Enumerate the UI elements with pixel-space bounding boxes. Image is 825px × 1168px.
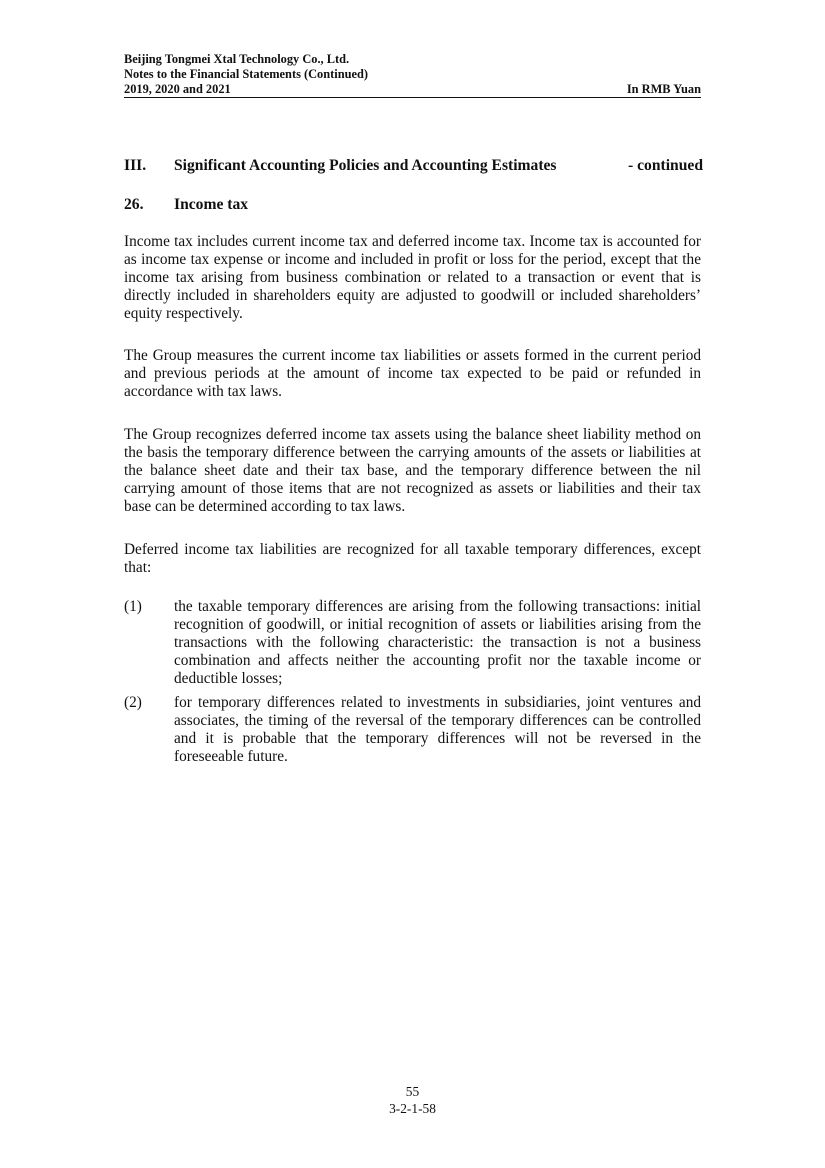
header-rule-row <box>124 82 701 98</box>
paragraph-income-tax-definition: Income tax includes current income tax and deferred income tax. Income tax is accounted for as income tax expense or income and included in profit or loss for the period, except that the income tax arising from business combination or related to a transaction or event that is directly included in shareholders equity are adjusted to goodwill or included shareholders’ equity respectively. <box>124 233 701 322</box>
subsection-title: Income tax <box>174 196 249 213</box>
document-title: Notes to the Financial Statements (Continued) <box>124 67 369 81</box>
paragraph-deferred-tax-assets: The Group recognizes deferred income tax assets using the balance sheet liability method on the basis the temporary difference between the carrying amounts of the assets or liabilities at the balance sheet date and their tax base, and the temporary difference between the nil carrying amount of those items that are not recognized as assets or liabilities and their tax base can be determined according to tax laws. <box>124 426 701 515</box>
list-item <box>124 694 701 766</box>
page-number: 55 <box>405 1084 420 1099</box>
list-text: the taxable temporary differences are arising from the following transactions: initial recognition of goodwill, or initial recognition of assets or liabilities arising from the transactions with the following characteristic: the transaction is not a business combination and affects neither the accounting profit nor the taxable income or deductible losses; <box>174 598 701 687</box>
list-marker: (2) <box>124 694 142 711</box>
page-header <box>124 52 701 98</box>
list-text: for temporary differences related to investments in subsidiaries, joint ventures and associates, the timing of the reversal of the temporary differences can be controlled and it is probable that the temporary differences will not be reversed in the foreseeable future. <box>174 694 701 765</box>
paragraph-deferred-tax-liabilities: Deferred income tax liabilities are recognized for all taxable temporary differences, except that: <box>124 541 701 576</box>
company-name: Beijing Tongmei Xtal Technology Co., Ltd. <box>124 52 350 66</box>
page-reference: 3-2-1-58 <box>389 1101 436 1116</box>
currency-label: In RMB Yuan <box>626 82 701 96</box>
section-heading <box>124 156 703 175</box>
subsection-heading <box>124 195 248 214</box>
section-number: III. <box>124 157 147 174</box>
section-title: Significant Accounting Policies and Accounting Estimates <box>174 157 557 174</box>
reporting-years: 2019, 2020 and 2021 <box>124 82 231 96</box>
list-marker: (1) <box>124 598 142 615</box>
paragraph-current-income-tax: The Group measures the current income tax liabilities or assets formed in the current period and previous periods at the amount of income tax expected to be paid or refunded in accordance with tax laws. <box>124 347 701 400</box>
list-item <box>124 598 701 688</box>
continued-label: - continued <box>628 157 703 174</box>
subsection-number: 26. <box>124 196 144 213</box>
